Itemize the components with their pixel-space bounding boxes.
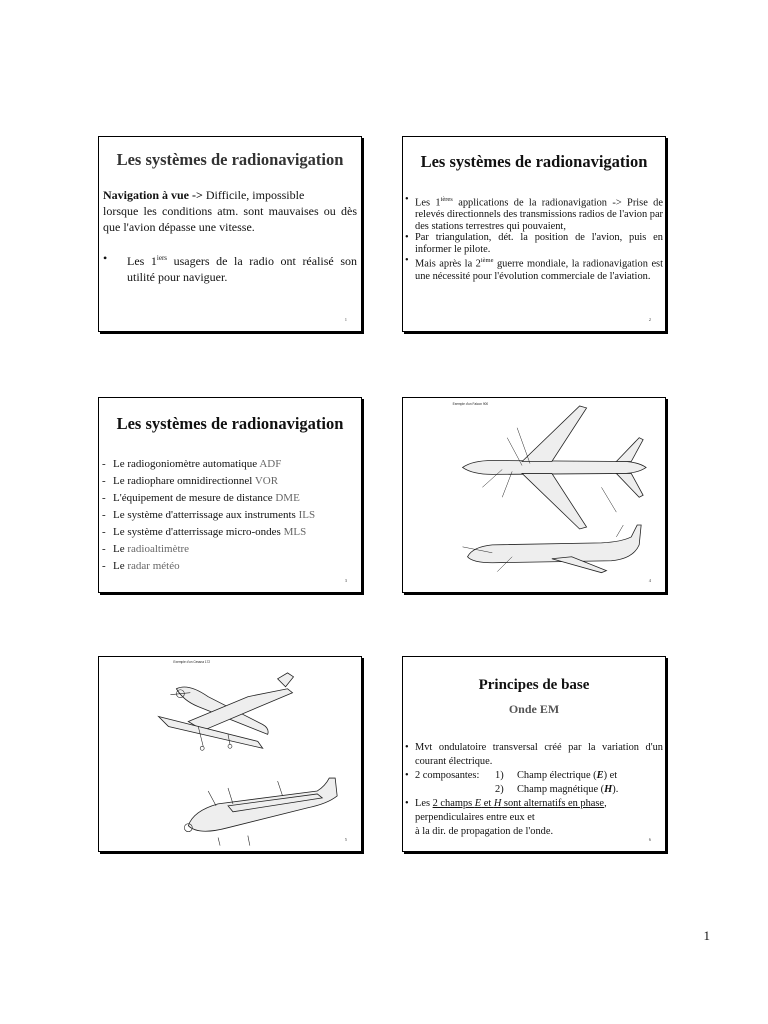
system-text: Le radiophare omnidirectionnel VOR (113, 475, 279, 487)
slide-page-number: 2 (648, 317, 651, 322)
lead-paragraph (103, 187, 357, 203)
system-list-item (102, 541, 358, 558)
system-text: Le système d'atterrissage micro-ondes MLS (113, 526, 307, 538)
bullet-item (405, 741, 663, 769)
slide-title: Principes de base (478, 677, 590, 693)
system-text: L'équipement de mesure de distance DME (113, 492, 300, 504)
component-text: Champ électrique (E) et (517, 770, 618, 781)
component-number: 2) (495, 784, 504, 795)
dash-marker: - (102, 475, 106, 487)
component-number: 1) (495, 770, 504, 781)
components-label: 2 composantes: (415, 770, 480, 781)
system-list-item (102, 558, 358, 575)
bullet-text: Mais après la 2ième guerre mondiale, la radionavigation est une nécessité pour l'évolution commerciale de l'aviation. (415, 257, 663, 282)
slide-page-number: 5 (344, 837, 347, 842)
bullet-icon: • (103, 251, 108, 265)
slide-page-number: 4 (648, 578, 651, 583)
system-list-item (102, 473, 358, 490)
dash-marker: - (102, 526, 106, 538)
slide-5 (98, 656, 362, 852)
components-grid (415, 769, 618, 797)
slide-title: Les systèmes de radionavigation (116, 414, 344, 433)
system-text: Le radiogoniomètre automatique ADF (113, 458, 282, 470)
bullet-list (405, 741, 663, 839)
bullet-text: Les $1^{iers}$ usagers de la radio ont réalisé son utilité pour naviguer. (127, 254, 357, 284)
bullet-item (103, 250, 357, 285)
slide-subtitle: Onde EM (508, 702, 560, 716)
system-list-item (102, 507, 358, 524)
airliner-antenna-diagram (403, 398, 665, 593)
bullet-item (405, 255, 663, 282)
slide-page-number: 3 (344, 578, 347, 583)
slide-body (103, 187, 357, 285)
bullet-icon: • (405, 742, 409, 753)
slide-4 (402, 397, 666, 593)
bullet-text: Mvt ondulatoire transversal créé par la variation d'un courant électrique. (415, 742, 663, 767)
bullet-icon: • (405, 798, 409, 809)
dash-marker: - (102, 458, 106, 470)
lead-bold: Navigation à vue -> (103, 188, 203, 202)
slide-2 (402, 136, 666, 332)
slide-1 (98, 136, 362, 332)
bullet-text: Par triangulation, dét. la position de l'avion, puis en informer le pilote. (415, 232, 663, 255)
bullet-item (405, 194, 663, 232)
component-text: Champ magnétique (H). (517, 784, 619, 795)
bullet-text: Les 2 champs E et H sont alternatifs en phase, perpendiculaires entre eux et à la dir. de propagation de l'onde. (415, 798, 607, 837)
bullet-item (405, 769, 663, 797)
slide-title: Les systèmes de radionavigation (116, 150, 344, 169)
bullet-item (405, 232, 663, 255)
bullet-icon: • (405, 770, 409, 781)
system-list-item (102, 524, 358, 541)
lead-line-2: lorsque les conditions atm. sont mauvaises ou dès que l'avion dépasse une vitesse. (103, 204, 357, 234)
dash-marker: - (102, 492, 106, 504)
svg-text:Exemple d'un Cessna 172: Exemple d'un Cessna 172 (173, 659, 211, 664)
slide-page-number: 6 (648, 837, 651, 842)
system-list-item (102, 456, 358, 473)
bullet-list (405, 194, 663, 282)
svg-text:Exemple d'un Falcon 900: Exemple d'un Falcon 900 (452, 401, 489, 406)
dash-marker: - (102, 509, 106, 521)
system-list (102, 456, 358, 575)
system-text: Le radar météo (113, 560, 180, 572)
bullet-icon: • (405, 255, 409, 267)
bullet-icon: • (405, 232, 409, 244)
slide-title: Les systèmes de radionavigation (420, 152, 648, 171)
dash-marker: - (102, 543, 106, 555)
bullet-item (405, 797, 663, 839)
lead-text: Difficile, impossible (202, 188, 305, 202)
system-text: Le radioaltimètre (113, 543, 190, 555)
small-aircraft-antenna-diagram (99, 657, 361, 852)
slide-3 (98, 397, 362, 593)
system-text: Le système d'atterrissage aux instruments ILS (113, 509, 316, 521)
system-list-item (102, 490, 358, 507)
slide-page-number: 1 (344, 317, 347, 322)
page-number: 1 (703, 928, 710, 943)
slide-6 (402, 656, 666, 852)
bullet-text: Les $1^{ières}$ applications de la radionavigation -> Prise de relevés directionnels des transmissions radios de l'avion par des stations terrestres qui pouvaient, (415, 196, 664, 232)
bullet-icon: • (405, 194, 409, 205)
dash-marker: - (102, 560, 106, 572)
